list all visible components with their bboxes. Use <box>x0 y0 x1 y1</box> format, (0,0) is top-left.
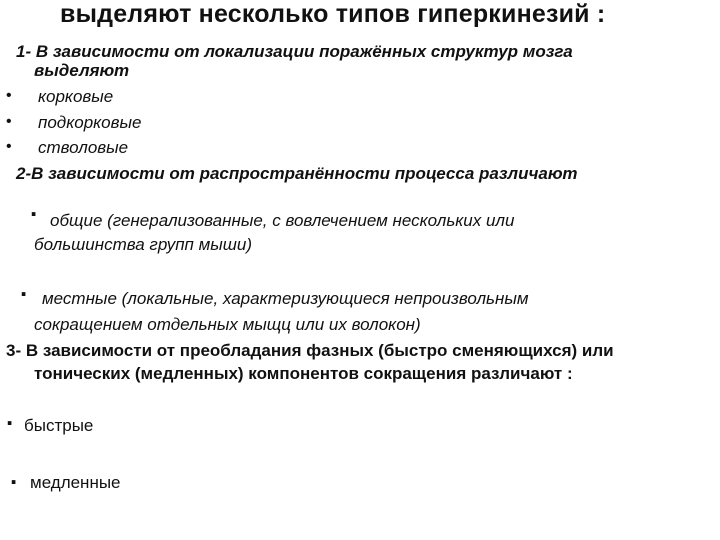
bullet-icon: • <box>6 138 12 155</box>
list-item-subcortical: подкорковые <box>38 113 142 132</box>
list-item-cortical: корковые <box>38 87 114 106</box>
dot-marker-icon: . <box>20 272 28 302</box>
bullet-icon: • <box>6 113 12 130</box>
dot-marker-icon: . <box>6 401 14 431</box>
section2-heading: 2-В зависимости от распространённости процесса различают <box>16 164 578 183</box>
section3-heading-line1: 3- В зависимости от преобладания фазных (быстро сменяющихся) или <box>6 341 614 360</box>
section2-item1-line2: большинства групп мыши) <box>34 235 253 254</box>
slide-title: выделяют несколько типов гиперкинезий : <box>60 0 606 28</box>
bullet-icon: • <box>6 87 12 104</box>
section1-heading-line1: 1- В зависимости от локализации поражённых структур мозга <box>16 42 573 61</box>
dot-marker-icon: . <box>30 192 38 222</box>
section2-item1-line1: общие (генерализованные, с вовлечением нескольких или <box>50 211 515 230</box>
section3-heading-line2: тонических (медленных) компонентов сокращения различают : <box>34 364 573 383</box>
section1-heading-line2: выделяют <box>34 61 130 80</box>
section2-item2-line2: сокращением отдельных мыщц или их волокон) <box>34 315 421 334</box>
section2-item2-line1: местные (локальные, характеризующиеся непроизвольным <box>42 289 529 308</box>
dot-marker-icon: . <box>10 460 18 490</box>
list-item-brainstem: стволовые <box>38 138 129 157</box>
section3-item-fast: быстрые <box>24 416 94 435</box>
section3-item-slow: медленные <box>30 473 121 492</box>
